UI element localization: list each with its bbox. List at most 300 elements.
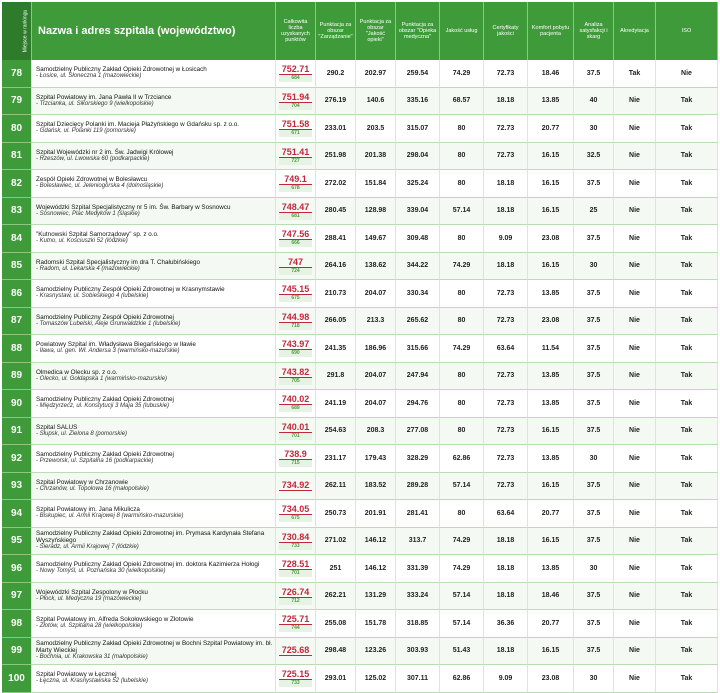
total-cell	[276, 170, 316, 198]
table-row	[2, 473, 718, 501]
column-header-name: Nazwa i adres szpitala (województwo)	[32, 2, 276, 60]
table-row	[2, 88, 718, 116]
rank-cell: 93	[2, 473, 32, 501]
score-cell-1: 271.02	[316, 528, 356, 556]
rank-cell: 99	[2, 638, 32, 666]
total-cell	[276, 60, 316, 88]
total-score: 734.92	[279, 480, 312, 491]
score-cell-1: 251.98	[316, 143, 356, 171]
score-cell-9: Tak	[656, 473, 718, 501]
score-cell-2: 179.43	[356, 445, 396, 473]
hospital-name: Szpital Dziecięcy Polanki im. Macieja Płażyńskiego w Gdańsku sp. z o.o.	[36, 121, 239, 129]
score-cell-2: 204.07	[356, 363, 396, 391]
score-cell-3: 339.04	[396, 198, 440, 226]
score-cell-7: 37.5	[574, 528, 614, 556]
score-cell-3: 335.16	[396, 88, 440, 116]
score-cell-9: Nie	[656, 60, 718, 88]
ranking-table	[2, 2, 718, 693]
table-row	[2, 225, 718, 253]
score-cell-8: Nie	[614, 583, 656, 611]
score-cell-6: 16.15	[528, 170, 574, 198]
score-cell-7: 37.5	[574, 638, 614, 666]
score-cell-2: 213.3	[356, 308, 396, 336]
table-row	[2, 115, 718, 143]
hospital-name: Olmedica w Olecku sp. z o.o.	[36, 368, 118, 376]
score-cell-3: 344.22	[396, 253, 440, 281]
score-cell-1: 290.2	[316, 60, 356, 88]
score-cell-8: Nie	[614, 115, 656, 143]
hospital-cell	[32, 418, 276, 446]
score-cell-6: 11.54	[528, 335, 574, 363]
score-cell-1: 291.8	[316, 363, 356, 391]
column-header-certificates: Certyfikaty jakości	[484, 2, 528, 60]
hospital-cell	[32, 88, 276, 116]
score-cell-3: 331.39	[396, 555, 440, 583]
score-cell-4: 80	[440, 225, 484, 253]
score-cell-3: 315.07	[396, 115, 440, 143]
score-cell-9: Tak	[656, 280, 718, 308]
score-cell-3: 281.41	[396, 500, 440, 528]
score-cell-9: Tak	[656, 253, 718, 281]
hospital-address: - Złotów, ul. Szpitalna 28 (wielkopolskie)	[36, 623, 143, 630]
score-cell-1: 241.19	[316, 390, 356, 418]
score-cell-6: 13.85	[528, 280, 574, 308]
score-cell-4: 74.29	[440, 335, 484, 363]
score-cell-6: 13.85	[528, 555, 574, 583]
score-cell-6: 16.15	[528, 418, 574, 446]
hospital-cell	[32, 583, 276, 611]
hospital-cell	[32, 528, 276, 556]
score-cell-8: Nie	[614, 390, 656, 418]
total-cell	[276, 198, 316, 226]
score-cell-8: Nie	[614, 473, 656, 501]
hospital-name: Samodzielny Publiczny Zakład Opieki Zdrowotnej im. Prymasa Kardynała Stefana Wyszyńskiego	[36, 530, 265, 545]
score-cell-9: Tak	[656, 115, 718, 143]
total-score: 730.84	[279, 532, 312, 543]
hospital-address: - Bochnia, ul. Krakowska 31 (małopolskie)	[36, 654, 148, 661]
total-score: 744.98	[279, 312, 312, 323]
score-cell-5: 72.73	[484, 418, 528, 446]
hospital-cell	[32, 308, 276, 336]
hospital-name: Szpital SALUS	[36, 423, 78, 431]
score-cell-6: 13.85	[528, 445, 574, 473]
score-cell-9: Tak	[656, 390, 718, 418]
score-cell-7: 30	[574, 253, 614, 281]
hospital-cell	[32, 610, 276, 638]
score-cell-6: 20.77	[528, 115, 574, 143]
score-cell-3: 309.48	[396, 225, 440, 253]
score-cell-6: 16.15	[528, 143, 574, 171]
score-cell-3: 259.54	[396, 60, 440, 88]
total-score: 745.15	[279, 284, 312, 295]
score-cell-2: 202.97	[356, 60, 396, 88]
hospital-name: Samodzielny Publiczny Zespół Opieki Zdrowotnej w Krasnymstawie	[36, 286, 225, 294]
score-cell-5: 72.73	[484, 280, 528, 308]
total-cell	[276, 665, 316, 693]
total-cell	[276, 610, 316, 638]
total-score: 751.58	[279, 119, 312, 130]
score-cell-3: 313.7	[396, 528, 440, 556]
score-cell-1: 250.73	[316, 500, 356, 528]
total-subscore: 681	[279, 213, 312, 220]
score-cell-7: 37.5	[574, 170, 614, 198]
score-cell-6: 18.46	[528, 60, 574, 88]
score-cell-9: Tak	[656, 418, 718, 446]
hospital-address: - Rzeszów, ul. Lwowska 60 (podkarpackie)	[36, 155, 150, 162]
hospital-address: - Nowy Tomyśl, ul. Poznańska 30 (wielkopolskie)	[36, 568, 166, 575]
score-cell-2: 140.6	[356, 88, 396, 116]
score-cell-7: 37.5	[574, 308, 614, 336]
score-cell-2: 201.91	[356, 500, 396, 528]
hospital-cell	[32, 225, 276, 253]
score-cell-2: 208.3	[356, 418, 396, 446]
score-cell-4: 62.86	[440, 445, 484, 473]
rank-cell: 92	[2, 445, 32, 473]
score-cell-9: Tak	[656, 198, 718, 226]
column-header-service-quality: Jakość usług	[440, 2, 484, 60]
score-cell-1: 210.73	[316, 280, 356, 308]
total-cell	[276, 115, 316, 143]
rank-cell: 78	[2, 60, 32, 88]
total-subscore: 675	[279, 295, 312, 302]
score-cell-4: 57.14	[440, 610, 484, 638]
total-subscore: 701	[279, 570, 312, 577]
total-cell	[276, 363, 316, 391]
hospital-address: - Gdańsk, ul. Polanki 119 (pomorskie)	[36, 128, 136, 135]
score-cell-7: 37.5	[574, 610, 614, 638]
score-cell-4: 80	[440, 308, 484, 336]
total-subscore: 727	[279, 158, 312, 165]
score-cell-7: 37.5	[574, 500, 614, 528]
score-cell-1: 233.01	[316, 115, 356, 143]
rank-cell: 84	[2, 225, 32, 253]
score-cell-4: 80	[440, 418, 484, 446]
score-cell-8: Nie	[614, 555, 656, 583]
column-header-iso: ISO	[656, 2, 718, 60]
score-cell-8: Nie	[614, 445, 656, 473]
hospital-address: - Bolesławiec, ul. Jeleniogórska 4 (dolnośląskie)	[36, 183, 164, 190]
rank-cell: 90	[2, 390, 32, 418]
score-cell-5: 72.73	[484, 445, 528, 473]
hospital-name: Szpital Powiatowy im. Jana Mikulicza	[36, 506, 140, 514]
score-cell-5: 18.18	[484, 528, 528, 556]
total-subscore: 675	[279, 515, 312, 522]
total-score: 725.68	[279, 645, 312, 656]
total-subscore: 733	[279, 680, 312, 687]
total-subscore: 704	[279, 103, 312, 110]
score-cell-8: Nie	[614, 363, 656, 391]
score-cell-3: 307.11	[396, 665, 440, 693]
score-cell-7: 37.5	[574, 280, 614, 308]
rank-cell: 91	[2, 418, 32, 446]
total-score: 740.01	[279, 422, 312, 433]
score-cell-9: Tak	[656, 638, 718, 666]
hospital-cell	[32, 143, 276, 171]
score-cell-3: 265.62	[396, 308, 440, 336]
hospital-name: Szpital Powiatowy w Łęcznej	[36, 671, 117, 679]
total-cell	[276, 335, 316, 363]
score-cell-5: 36.36	[484, 610, 528, 638]
column-header-rank: Miejsce w rankingu	[2, 2, 32, 60]
total-cell	[276, 528, 316, 556]
total-score: 728.51	[279, 559, 312, 570]
table-row	[2, 555, 718, 583]
hospital-address: - Sieradz, ul. Armii Krajowej 7 (łódzkie)	[36, 544, 139, 551]
hospital-address: - Iława, ul. gen. Wł. Andersa 3 (warmińsko-mazurskie)	[36, 348, 180, 355]
hospital-address: - Chrzanów, ul. Topolowa 16 (małopolskie)	[36, 485, 149, 492]
hospital-name: Samodzielny Publiczny Zakład Opieki Zdrowotnej im. doktora Kazimierza Hołogi	[36, 561, 260, 569]
score-cell-6: 13.85	[528, 363, 574, 391]
score-cell-8: Nie	[614, 335, 656, 363]
score-cell-6: 16.15	[528, 528, 574, 556]
total-cell	[276, 583, 316, 611]
total-subscore: 701	[279, 433, 312, 440]
score-cell-8: Nie	[614, 280, 656, 308]
score-cell-3: 318.85	[396, 610, 440, 638]
hospital-cell	[32, 665, 276, 693]
score-cell-1: 251	[316, 555, 356, 583]
score-cell-9: Tak	[656, 225, 718, 253]
total-cell	[276, 225, 316, 253]
score-cell-8: Nie	[614, 170, 656, 198]
score-cell-4: 68.57	[440, 88, 484, 116]
score-cell-1: 293.01	[316, 665, 356, 693]
score-cell-7: 37.5	[574, 583, 614, 611]
score-cell-9: Tak	[656, 335, 718, 363]
score-cell-1: 276.19	[316, 88, 356, 116]
score-cell-1: 241.35	[316, 335, 356, 363]
hospital-address: - Kutno, ul. Kościuszki 52 (łódzkie)	[36, 238, 128, 245]
rank-cell: 94	[2, 500, 32, 528]
score-cell-7: 37.5	[574, 473, 614, 501]
score-cell-6: 23.08	[528, 308, 574, 336]
score-cell-1: 262.11	[316, 473, 356, 501]
score-cell-7: 30	[574, 555, 614, 583]
hospital-name: Wojewódzki Szpital Zespolony w Płocku	[36, 588, 148, 596]
rank-cell: 89	[2, 363, 32, 391]
score-cell-5: 72.73	[484, 390, 528, 418]
total-score: 752.71	[279, 64, 312, 75]
hospital-name: Szpital Powiatowy im. Jana Pawła II w Trzciance	[36, 93, 172, 101]
table-row	[2, 583, 718, 611]
score-cell-3: 328.29	[396, 445, 440, 473]
total-score: 725.15	[279, 669, 312, 680]
score-cell-2: 128.98	[356, 198, 396, 226]
column-header-care-quality: Punktacja za obszar "Jakość opieki"	[356, 2, 396, 60]
score-cell-9: Tak	[656, 363, 718, 391]
hospital-cell	[32, 280, 276, 308]
table-row	[2, 390, 718, 418]
hospital-address: - Przeworsk, ul. Szpitalna 16 (podkarpackie)	[36, 458, 154, 465]
total-cell	[276, 390, 316, 418]
score-cell-5: 72.73	[484, 473, 528, 501]
score-cell-5: 18.18	[484, 253, 528, 281]
total-score: 725.71	[279, 614, 312, 625]
total-cell	[276, 143, 316, 171]
total-score: 734.05	[279, 504, 312, 515]
table-row	[2, 638, 718, 666]
score-cell-9: Tak	[656, 170, 718, 198]
score-cell-2: 146.12	[356, 555, 396, 583]
total-subscore: 689	[279, 405, 312, 412]
score-cell-8: Nie	[614, 528, 656, 556]
total-cell	[276, 638, 316, 666]
score-cell-9: Tak	[656, 88, 718, 116]
total-subscore: 666	[279, 240, 312, 247]
table-row	[2, 253, 718, 281]
score-cell-7: 25	[574, 198, 614, 226]
score-cell-5: 9.09	[484, 225, 528, 253]
score-cell-9: Tak	[656, 583, 718, 611]
table-row	[2, 170, 718, 198]
hospital-cell	[32, 390, 276, 418]
total-score: 743.97	[279, 339, 312, 350]
score-cell-6: 20.77	[528, 610, 574, 638]
score-cell-3: 303.93	[396, 638, 440, 666]
total-score: 751.41	[279, 147, 312, 158]
score-cell-2: 201.38	[356, 143, 396, 171]
score-cell-6: 16.15	[528, 253, 574, 281]
total-score: 751.94	[279, 92, 312, 103]
score-cell-9: Tak	[656, 143, 718, 171]
total-subscore: 684	[279, 75, 312, 82]
score-cell-1: 231.17	[316, 445, 356, 473]
table-row	[2, 500, 718, 528]
hospital-cell	[32, 363, 276, 391]
rank-cell: 81	[2, 143, 32, 171]
score-cell-7: 30	[574, 115, 614, 143]
total-cell	[276, 473, 316, 501]
total-subscore: 744	[279, 625, 312, 632]
hospital-name: Wojewódzki Szpital Specjalistyczny nr 5 im. Św. Barbary w Sosnowcu	[36, 203, 231, 211]
score-cell-1: 288.41	[316, 225, 356, 253]
hospital-cell	[32, 60, 276, 88]
rank-cell: 86	[2, 280, 32, 308]
score-cell-4: 74.29	[440, 555, 484, 583]
score-cell-7: 40	[574, 88, 614, 116]
score-cell-8: Nie	[614, 143, 656, 171]
score-cell-2: 204.07	[356, 390, 396, 418]
rank-cell: 79	[2, 88, 32, 116]
score-cell-3: 333.24	[396, 583, 440, 611]
score-cell-8: Nie	[614, 610, 656, 638]
table-row	[2, 60, 718, 88]
table-row	[2, 335, 718, 363]
hospital-cell	[32, 198, 276, 226]
score-cell-7: 37.5	[574, 418, 614, 446]
hospital-name: "Kutnowski Szpital Samorządowy" sp. z o.o.	[36, 231, 159, 239]
score-cell-5: 63.64	[484, 335, 528, 363]
score-cell-1: 280.45	[316, 198, 356, 226]
score-cell-9: Tak	[656, 555, 718, 583]
score-cell-7: 30	[574, 665, 614, 693]
table-row	[2, 198, 718, 226]
table-row	[2, 665, 718, 693]
hospital-address: - Krasnystaw, ul. Sobieskiego 4 (lubelskie)	[36, 293, 149, 300]
score-cell-3: 298.04	[396, 143, 440, 171]
hospital-cell	[32, 638, 276, 666]
total-cell	[276, 500, 316, 528]
total-subscore: 724	[279, 268, 312, 275]
score-cell-6: 18.46	[528, 583, 574, 611]
score-cell-8: Nie	[614, 88, 656, 116]
total-cell	[276, 88, 316, 116]
hospital-address: - Olecko, ul. Gołdapska 1 (warmińsko-mazurskie)	[36, 375, 168, 382]
hospital-cell	[32, 253, 276, 281]
total-cell	[276, 555, 316, 583]
total-cell	[276, 418, 316, 446]
hospital-cell	[32, 500, 276, 528]
score-cell-1: 254.63	[316, 418, 356, 446]
score-cell-3: 277.08	[396, 418, 440, 446]
score-cell-6: 20.77	[528, 500, 574, 528]
hospital-address: - Łęczna, ul. Krasnystawska 52 (lubelskie)	[36, 678, 149, 685]
table-row	[2, 363, 718, 391]
score-cell-4: 62.86	[440, 665, 484, 693]
column-header-total: Całkowita liczba uzyskanych punktów	[276, 2, 316, 60]
total-score: 747.56	[279, 229, 312, 240]
score-cell-4: 80	[440, 280, 484, 308]
column-header-management: Punktacja za obszar "Zarządzanie"	[316, 2, 356, 60]
hospital-name: Radomski Szpital Specjalistyczny im dra T. Chałubińskiego	[36, 258, 201, 266]
score-cell-4: 57.14	[440, 198, 484, 226]
rank-cell: 95	[2, 528, 32, 556]
score-cell-8: Nie	[614, 253, 656, 281]
total-score: 738.9	[279, 449, 312, 460]
total-subscore: 690	[279, 350, 312, 357]
hospital-name: Szpital Wojewódzki nr 2 im. Św. Jadwigi Królowej	[36, 148, 174, 156]
hospital-name: Samodzielny Publiczny Zakład Opieki Zdrowotnej w Łosicach	[36, 66, 207, 74]
score-cell-5: 72.73	[484, 115, 528, 143]
score-cell-9: Tak	[656, 528, 718, 556]
score-cell-3: 289.28	[396, 473, 440, 501]
score-cell-2: 125.02	[356, 665, 396, 693]
score-cell-6: 16.15	[528, 198, 574, 226]
score-cell-1: 298.48	[316, 638, 356, 666]
rank-cell: 87	[2, 308, 32, 336]
score-cell-3: 315.66	[396, 335, 440, 363]
hospital-name: Samodzielny Publiczny Zakład Opieki Zdrowotnej	[36, 451, 174, 459]
score-cell-6: 13.85	[528, 390, 574, 418]
score-cell-2: 183.52	[356, 473, 396, 501]
hospital-cell	[32, 115, 276, 143]
table-row	[2, 610, 718, 638]
score-cell-7: 37.5	[574, 363, 614, 391]
total-subscore: 678	[279, 185, 312, 192]
score-cell-5: 18.18	[484, 170, 528, 198]
score-cell-2: 149.67	[356, 225, 396, 253]
score-cell-3: 247.94	[396, 363, 440, 391]
score-cell-9: Tak	[656, 308, 718, 336]
column-header-comfort: Komfort pobytu pacjenta	[528, 2, 574, 60]
score-cell-2: 186.96	[356, 335, 396, 363]
score-cell-2: 138.62	[356, 253, 396, 281]
hospital-address: - Tomaszów Lubelski, Aleje Grunwaldzkie 1 (lubelskie)	[36, 320, 181, 327]
rank-cell: 83	[2, 198, 32, 226]
score-cell-5: 63.64	[484, 500, 528, 528]
hospital-address: - Sosnowiec, Plac Medyków 1 (śląskie)	[36, 210, 140, 217]
score-cell-4: 80	[440, 170, 484, 198]
score-cell-5: 72.73	[484, 143, 528, 171]
score-cell-4: 74.29	[440, 60, 484, 88]
score-cell-4: 57.14	[440, 583, 484, 611]
hospital-name: Samodzielny Publiczny Zespół Opieki Zdrowotnej	[36, 313, 174, 321]
table-row	[2, 143, 718, 171]
column-header-medical-care: Punktacja za obszar "Opieka medyczna"	[396, 2, 440, 60]
hospital-address: - Płock, ul. Medyczna 19 (mazowieckie)	[36, 595, 142, 602]
score-cell-2: 151.84	[356, 170, 396, 198]
score-cell-6: 16.15	[528, 638, 574, 666]
